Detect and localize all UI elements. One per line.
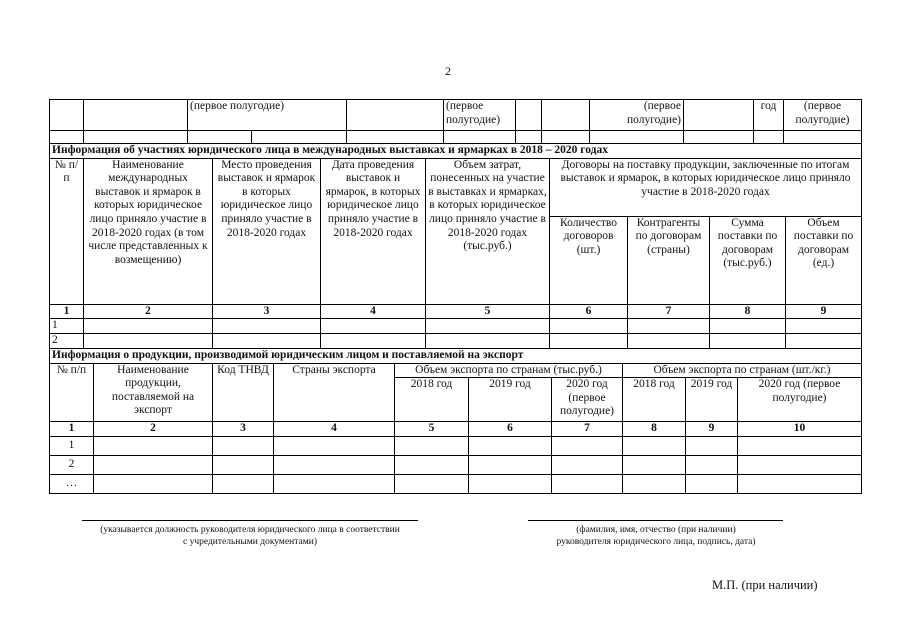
top-cell: (первое полугодие) (784, 100, 862, 131)
header-product-name: Наименование продукции, поставляемой на экспорт (94, 363, 213, 422)
position-caption (62, 524, 438, 548)
header-volume: Объем поставки по договорам (ед.) (786, 216, 862, 304)
col-number: 6 (550, 304, 628, 319)
top-cell (684, 100, 754, 131)
top-table (49, 99, 862, 144)
col-number: 7 (628, 304, 710, 319)
col-number: 6 (469, 422, 552, 437)
col-number: 8 (623, 422, 686, 437)
position-signature-line (82, 520, 418, 521)
name-signature-line (528, 520, 783, 521)
name-caption-line-1: (фамилия, имя, отчество (при наличии) (576, 525, 736, 535)
col-number: 4 (274, 422, 395, 437)
header-export-kg-group: Объем экспорта по странам (шт./кг.) (623, 363, 862, 378)
col-number: 1 (50, 422, 94, 437)
top-cell (347, 100, 444, 131)
col-number: 5 (395, 422, 469, 437)
header-contracts-count: Количество договоров (шт.) (550, 216, 628, 304)
header-year-2018: 2018 год (395, 378, 469, 422)
header-cost: Объем затрат, понесенных на участие в выставках и ярмарках, в которых юридическое лицо приняло участие в 2018-2020 годах (тыс.руб.) (426, 158, 550, 304)
header-exhibition-name: Наименование международных выставок и ярмарок в которых юридическое лицо приняло участие в 2018-2020 годах (в том числе представленных к возмещению) (84, 158, 213, 304)
header-export-rub-group: Объем экспорта по странам (тыс.руб.) (395, 363, 623, 378)
row-number: … (50, 474, 94, 493)
header-place: Место проведения выставок и ярмарок в которых юридическое лицо приняло участие в 2018-2020 годах (213, 158, 321, 304)
header-year-2020: 2020 год (первое полугодие) (552, 378, 623, 422)
top-cell (50, 100, 84, 131)
stamp-place: М.П. (при наличии) (712, 578, 818, 592)
name-caption (515, 524, 797, 548)
position-caption-line-2: с учредительными документами) (182, 537, 317, 547)
export-table (49, 348, 862, 494)
col-number: 2 (94, 422, 213, 437)
header-year-2019: 2019 год (469, 378, 552, 422)
table-row (50, 474, 862, 493)
header-date: Дата проведения выставок и ярмарок, в которых юридическое лицо приняло участие в 2018-2020 годах (321, 158, 426, 304)
top-cell (84, 100, 188, 131)
header-contracts-group: Договоры на поставку продукции, заключенные по итогам выставок и ярмарок, в которых юридическое лицо приняло участие в 2018-2020 годах (550, 158, 862, 216)
header-tnvd-code: Код ТНВД (213, 363, 274, 422)
col-number: 2 (84, 304, 213, 319)
header-num: № п/п (50, 363, 94, 422)
col-number: 3 (213, 422, 274, 437)
col-number: 3 (213, 304, 321, 319)
header-year-2019-kg: 2019 год (686, 378, 738, 422)
top-cell: (первое полугодие) (590, 100, 684, 131)
row-number: 2 (50, 334, 84, 349)
col-number: 1 (50, 304, 84, 319)
top-cell: (первое полугодие) (444, 100, 516, 131)
header-num: № п/п (50, 158, 84, 304)
col-number: 5 (426, 304, 550, 319)
name-caption-line-2: руководителя юридического лица, подпись, дата) (556, 537, 756, 547)
top-cell (542, 100, 590, 131)
header-year-2020-kg: 2020 год (первое полугодие) (738, 378, 862, 422)
col-number: 7 (552, 422, 623, 437)
row-number: 1 (50, 319, 84, 334)
section-title-exhibitions: Информация об участиях юридического лица в международных выставках и ярмарках в 2018 – 2020 годах (50, 144, 862, 159)
top-cell: (первое полугодие) (188, 100, 347, 131)
table-row (50, 334, 862, 349)
header-counterparties: Контрагенты по договорам (страны) (628, 216, 710, 304)
top-cell (516, 100, 542, 131)
page-number: 2 (445, 64, 451, 78)
table-row (50, 436, 862, 455)
col-number: 9 (786, 304, 862, 319)
table-row (50, 455, 862, 474)
header-sum: Сумма поставки по договорам (тыс.руб.) (710, 216, 786, 304)
col-number: 8 (710, 304, 786, 319)
exhibitions-table (49, 143, 862, 349)
row-number: 1 (50, 436, 94, 455)
position-caption-line-1: (указывается должность руководителя юридического лица в соответствии (100, 525, 400, 535)
section-title-export: Информация о продукции, производимой юридическим лицом и поставляемой на экспорт (50, 349, 862, 364)
col-number: 10 (738, 422, 862, 437)
top-cell: год (754, 100, 784, 131)
row-number: 2 (50, 455, 94, 474)
header-export-countries: Страны экспорта (274, 363, 395, 422)
table-row (50, 319, 862, 334)
header-year-2018-kg: 2018 год (623, 378, 686, 422)
col-number: 9 (686, 422, 738, 437)
col-number: 4 (321, 304, 426, 319)
